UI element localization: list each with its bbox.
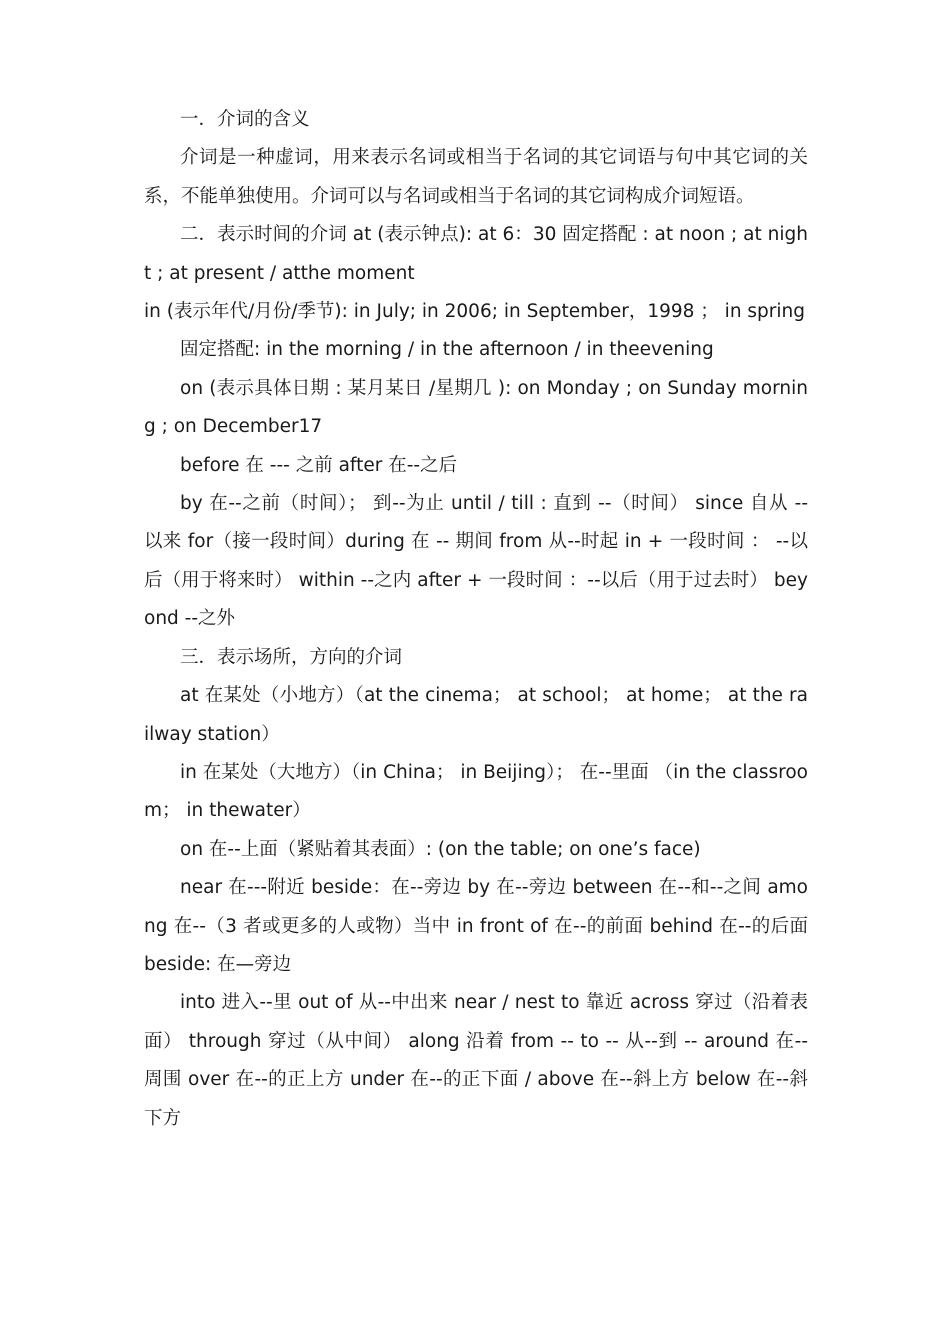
paragraph-on-place: on 在--上面（紧贴着其表面）: (on the table; on one’s face) [180, 838, 701, 860]
paragraph-at-place: at 在某处（小地方）（at the cinema； at school； at home； at the railway station） [144, 685, 808, 745]
paragraph-fixed-collocation: 固定搭配: in the morning / in the afternoon / in theevening [180, 339, 714, 361]
paragraph-by-until: by 在--之前（时间）； 到--为止 until / till : 直到 --（时间） since 自从 -- 以来 for（接一段时间）during 在 -- 期间 from 从--时起 in + 一段时间 ： --以后（用于将来时） within --之内 after + 一段时间 ：--以后（用于过去时） beyond --之外 [144, 493, 808, 630]
section-heading-2: 二．表示时间的介词 at (表示钟点): at 6：30 固定搭配 : at noon ; at night ; at present / atthe moment [144, 224, 808, 284]
paragraph-in-place: in 在某处（大地方）（in China； in Beijing）； 在--里面 （in the classroom； in thewater） [144, 761, 808, 822]
paragraph-direction: into 进入--里 out of 从--中出来 near / nest to 靠近 across 穿过（沿着表面） through 穿过（从中间） along 沿着 from -- to -- 从--到 -- around 在--周围 over 在--的正上方 under 在--的正下面 / above 在--斜上方 below 在--斜下方 [144, 992, 808, 1129]
section-heading-1: 一．介词的含义 [180, 109, 310, 130]
paragraph-near-beside: near 在---附近 beside：在--旁边 by 在--旁边 between 在--和--之间 among 在--（3 者或更多的人或物）当中 in front of 在--的前面 behind 在--的后面 beside: 在—旁边 [144, 877, 808, 975]
paragraph-definition: 介词是一种虚词，用来表示名词或相当于名词的其它词语与句中其它词的关系，不能单独使用。介词可以与名词或相当于名词的其它词构成介词短语。 [144, 147, 808, 207]
paragraph-before-after: before 在 --- 之前 after 在--之后 [180, 454, 458, 476]
paragraph-on-date: on (表示具体日期 : 某月某日 /星期几 ): on Monday ; on Sunday morning ; on December17 [144, 377, 808, 438]
paragraph-in-time: in (表示年代/月份/季节): in July; in 2006; in September，1998 ； in spring [144, 301, 806, 323]
section-heading-3: 三．表示场所，方向的介词 [180, 646, 403, 668]
document-body [144, 101, 808, 1138]
